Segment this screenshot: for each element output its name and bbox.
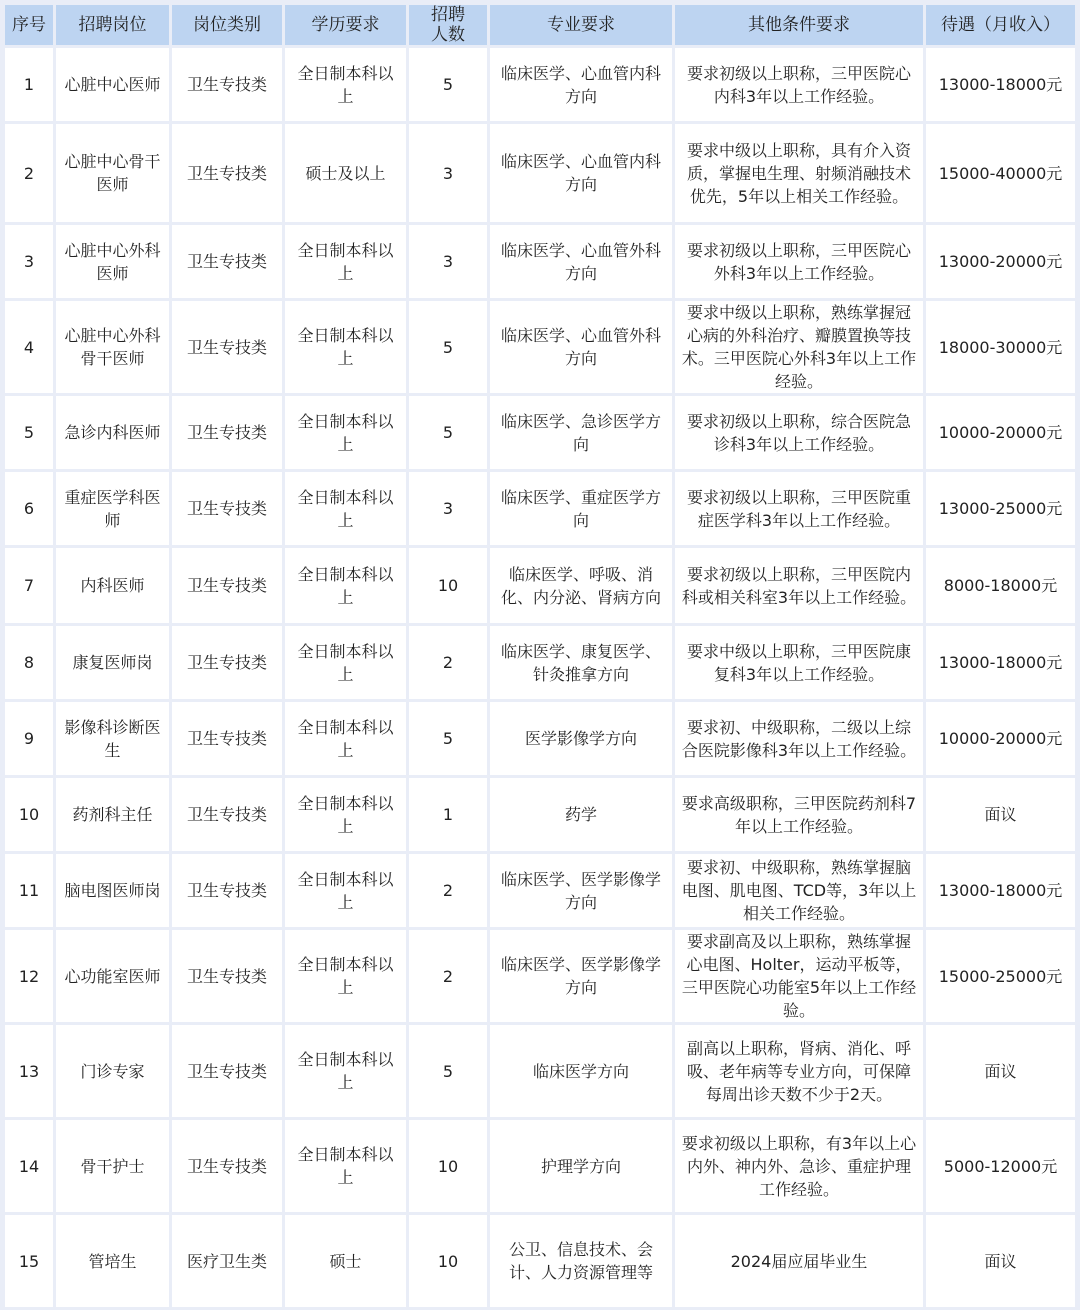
- row-education: 全日制本科以上: [285, 778, 406, 851]
- row-category: 卫生专技类: [172, 626, 282, 699]
- row-salary: 15000-40000元: [926, 124, 1075, 222]
- row-count: 2: [409, 854, 487, 927]
- table-row: [5, 1025, 1075, 1117]
- row-major: 医学影像学方向: [490, 702, 672, 775]
- row-category: 卫生专技类: [172, 854, 282, 927]
- row-no: 10: [5, 778, 53, 851]
- table-row: [5, 702, 1075, 775]
- row-no: 7: [5, 548, 53, 623]
- row-conditions: 要求中级以上职称，具有介入资质，掌握电生理、射频消融技术优先，5年以上相关工作经验。: [675, 124, 923, 222]
- row-major: 临床医学方向: [490, 1025, 672, 1117]
- row-no: 14: [5, 1120, 53, 1212]
- row-position: 急诊内科医师: [56, 396, 169, 469]
- row-position: 康复医师岗: [56, 626, 169, 699]
- row-education: 全日制本科以上: [285, 301, 406, 393]
- row-position: 心脏中心医师: [56, 48, 169, 121]
- row-conditions: 要求初级以上职称，三甲医院心内科3年以上工作经验。: [675, 48, 923, 121]
- table-row: [5, 854, 1075, 927]
- row-conditions: 副高以上职称，肾病、消化、呼吸、老年病等专业方向，可保障每周出诊天数不少于2天。: [675, 1025, 923, 1117]
- row-conditions: 要求初级以上职称，三甲医院重症医学科3年以上工作经验。: [675, 472, 923, 545]
- row-no: 4: [5, 301, 53, 393]
- row-count: 3: [409, 225, 487, 298]
- row-no: 8: [5, 626, 53, 699]
- row-category: 卫生专技类: [172, 1120, 282, 1212]
- header-count: 招聘人数: [409, 5, 487, 45]
- row-category: 卫生专技类: [172, 124, 282, 222]
- row-salary: 13000-18000元: [926, 48, 1075, 121]
- table-row: [5, 1120, 1075, 1212]
- row-conditions: 要求初级以上职称，综合医院急诊科3年以上工作经验。: [675, 396, 923, 469]
- header-conditions: 其他条件要求: [675, 5, 923, 45]
- row-no: 2: [5, 124, 53, 222]
- row-education: 全日制本科以上: [285, 854, 406, 927]
- row-education: 全日制本科以上: [285, 48, 406, 121]
- row-salary: 5000-12000元: [926, 1120, 1075, 1212]
- row-count: 10: [409, 1120, 487, 1212]
- row-salary: 面议: [926, 778, 1075, 851]
- row-education: 全日制本科以上: [285, 702, 406, 775]
- row-no: 11: [5, 854, 53, 927]
- row-category: 卫生专技类: [172, 702, 282, 775]
- row-education: 全日制本科以上: [285, 1120, 406, 1212]
- row-major: 临床医学、呼吸、消化、内分泌、肾病方向: [490, 548, 672, 623]
- row-category: 卫生专技类: [172, 930, 282, 1022]
- row-category: 卫生专技类: [172, 778, 282, 851]
- row-position: 管培生: [56, 1215, 169, 1307]
- row-conditions: 要求高级职称，三甲医院药剂科7年以上工作经验。: [675, 778, 923, 851]
- row-conditions: 要求初级以上职称，有3年以上心内外、神内外、急诊、重症护理工作经验。: [675, 1120, 923, 1212]
- row-no: 15: [5, 1215, 53, 1307]
- row-position: 药剂科主任: [56, 778, 169, 851]
- row-major: 临床医学、重症医学方向: [490, 472, 672, 545]
- row-major: 护理学方向: [490, 1120, 672, 1212]
- row-conditions: 要求初级以上职称，三甲医院心外科3年以上工作经验。: [675, 225, 923, 298]
- row-no: 6: [5, 472, 53, 545]
- row-count: 5: [409, 48, 487, 121]
- row-salary: 8000-18000元: [926, 548, 1075, 623]
- row-conditions: 要求中级以上职称，熟练掌握冠心病的外科治疗、瓣膜置换等技术。三甲医院心外科3年以上工作经验。: [675, 301, 923, 393]
- row-major: 临床医学、心血管外科方向: [490, 301, 672, 393]
- row-count: 10: [409, 1215, 487, 1307]
- row-no: 5: [5, 396, 53, 469]
- row-conditions: 要求中级以上职称，三甲医院康复科3年以上工作经验。: [675, 626, 923, 699]
- row-count: 3: [409, 472, 487, 545]
- row-count: 5: [409, 702, 487, 775]
- row-conditions: 要求初、中级职称，熟练掌握脑电图、肌电图、TCD等，3年以上相关工作经验。: [675, 854, 923, 927]
- table-row: [5, 472, 1075, 545]
- row-position: 骨干护士: [56, 1120, 169, 1212]
- row-count: 2: [409, 626, 487, 699]
- header-position: 招聘岗位: [56, 5, 169, 45]
- row-category: 卫生专技类: [172, 1025, 282, 1117]
- row-count: 10: [409, 548, 487, 623]
- row-salary: 13000-20000元: [926, 225, 1075, 298]
- table-row: [5, 930, 1075, 1022]
- row-position: 影像科诊断医生: [56, 702, 169, 775]
- row-major: 临床医学、心血管内科方向: [490, 124, 672, 222]
- row-position: 内科医师: [56, 548, 169, 623]
- header-education: 学历要求: [285, 5, 406, 45]
- row-position: 心脏中心外科骨干医师: [56, 301, 169, 393]
- row-salary: 13000-25000元: [926, 472, 1075, 545]
- table-row: [5, 225, 1075, 298]
- row-major: 公卫、信息技术、会计、人力资源管理等: [490, 1215, 672, 1307]
- header-no: 序号: [5, 5, 53, 45]
- row-education: 全日制本科以上: [285, 548, 406, 623]
- row-education: 全日制本科以上: [285, 396, 406, 469]
- row-no: 9: [5, 702, 53, 775]
- row-no: 1: [5, 48, 53, 121]
- row-education: 全日制本科以上: [285, 472, 406, 545]
- row-conditions: 要求初级以上职称，三甲医院内科或相关科室3年以上工作经验。: [675, 548, 923, 623]
- row-education: 全日制本科以上: [285, 626, 406, 699]
- table-row: [5, 48, 1075, 121]
- row-major: 临床医学、心血管内科方向: [490, 48, 672, 121]
- row-count: 5: [409, 396, 487, 469]
- row-salary: 10000-20000元: [926, 396, 1075, 469]
- row-conditions: 2024届应届毕业生: [675, 1215, 923, 1307]
- table-row: [5, 396, 1075, 469]
- header-category: 岗位类别: [172, 5, 282, 45]
- row-salary: 13000-18000元: [926, 626, 1075, 699]
- row-position: 心脏中心外科医师: [56, 225, 169, 298]
- row-education: 全日制本科以上: [285, 930, 406, 1022]
- row-count: 5: [409, 1025, 487, 1117]
- row-major: 临床医学、康复医学、针灸推拿方向: [490, 626, 672, 699]
- table-row: [5, 778, 1075, 851]
- row-category: 医疗卫生类: [172, 1215, 282, 1307]
- row-category: 卫生专技类: [172, 396, 282, 469]
- row-salary: 13000-18000元: [926, 854, 1075, 927]
- row-position: 心脏中心骨干医师: [56, 124, 169, 222]
- row-major: 药学: [490, 778, 672, 851]
- table-row: [5, 626, 1075, 699]
- row-education: 全日制本科以上: [285, 1025, 406, 1117]
- table-row: [5, 1215, 1075, 1307]
- table-row: [5, 548, 1075, 623]
- row-major: 临床医学、心血管外科方向: [490, 225, 672, 298]
- row-count: 5: [409, 301, 487, 393]
- row-salary: 面议: [926, 1215, 1075, 1307]
- row-salary: 面议: [926, 1025, 1075, 1117]
- row-category: 卫生专技类: [172, 472, 282, 545]
- row-position: 脑电图医师岗: [56, 854, 169, 927]
- row-education: 全日制本科以上: [285, 225, 406, 298]
- header-row: [5, 5, 1075, 45]
- row-major: 临床医学、急诊医学方向: [490, 396, 672, 469]
- recruitment-table: [2, 2, 1078, 1310]
- table-row: [5, 301, 1075, 393]
- row-conditions: 要求副高及以上职称，熟练掌握心电图、Holter，运动平板等，三甲医院心功能室5年以上工作经验。: [675, 930, 923, 1022]
- row-position: 重症医学科医师: [56, 472, 169, 545]
- row-count: 3: [409, 124, 487, 222]
- row-no: 13: [5, 1025, 53, 1117]
- row-major: 临床医学、医学影像学方向: [490, 854, 672, 927]
- row-salary: 18000-30000元: [926, 301, 1075, 393]
- row-category: 卫生专技类: [172, 48, 282, 121]
- header-salary: 待遇（月收入）: [926, 5, 1075, 45]
- row-category: 卫生专技类: [172, 301, 282, 393]
- row-position: 门诊专家: [56, 1025, 169, 1117]
- row-no: 3: [5, 225, 53, 298]
- row-education: 硕士及以上: [285, 124, 406, 222]
- row-conditions: 要求初、中级职称，二级以上综合医院影像科3年以上工作经验。: [675, 702, 923, 775]
- row-education: 硕士: [285, 1215, 406, 1307]
- row-category: 卫生专技类: [172, 225, 282, 298]
- row-major: 临床医学、医学影像学方向: [490, 930, 672, 1022]
- row-position: 心功能室医师: [56, 930, 169, 1022]
- row-no: 12: [5, 930, 53, 1022]
- row-salary: 10000-20000元: [926, 702, 1075, 775]
- header-major: 专业要求: [490, 5, 672, 45]
- table-row: [5, 124, 1075, 222]
- row-salary: 15000-25000元: [926, 930, 1075, 1022]
- row-count: 1: [409, 778, 487, 851]
- row-category: 卫生专技类: [172, 548, 282, 623]
- row-count: 2: [409, 930, 487, 1022]
